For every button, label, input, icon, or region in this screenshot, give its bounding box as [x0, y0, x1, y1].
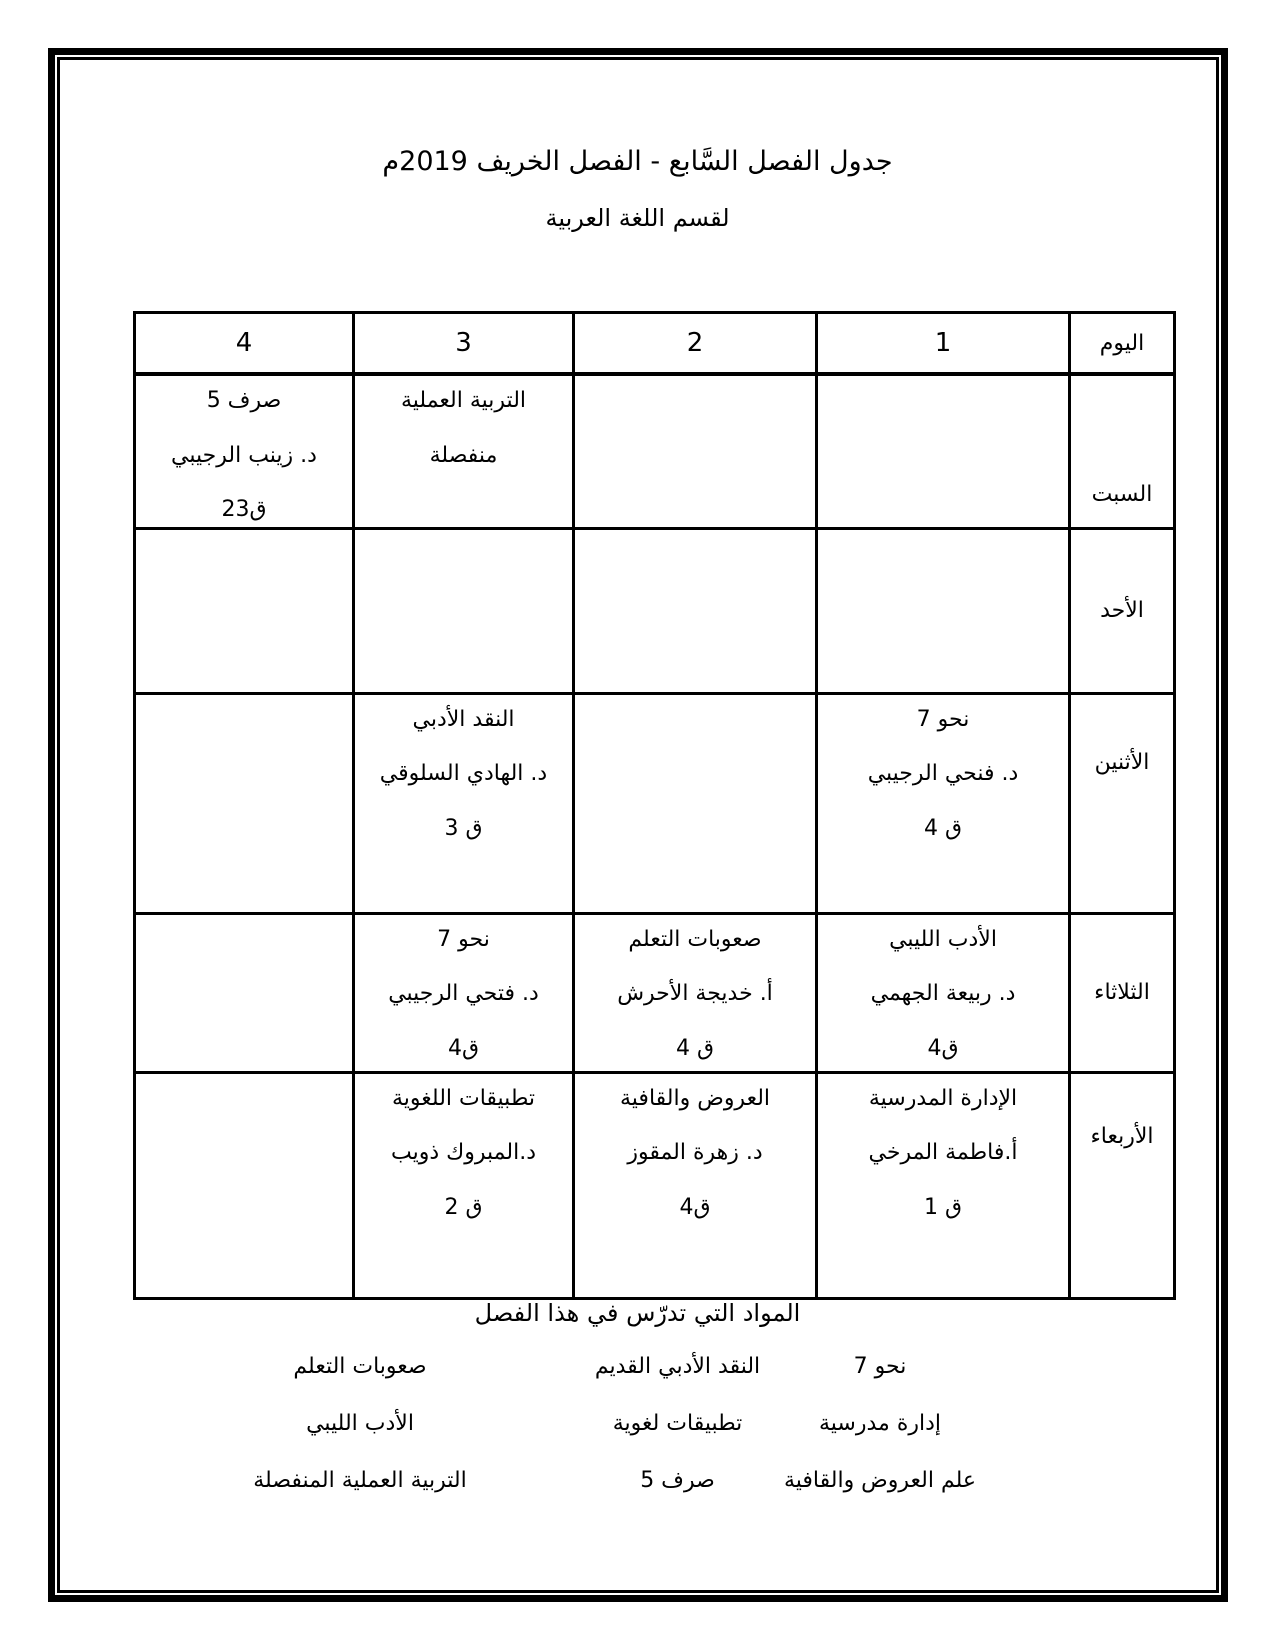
empty-cell — [135, 1072, 354, 1298]
course-name: صعوبات التعلم — [628, 926, 762, 952]
schedule-header-row — [135, 313, 1175, 375]
period-header-3: 3 — [354, 313, 574, 375]
day-label-saturday: السبت — [1070, 374, 1175, 528]
course-item: الأدب الليبي — [306, 1411, 414, 1436]
instructor-name: أ. خديجة الأحرش — [617, 981, 773, 1006]
day-label-wednesday: الأربعاء — [1070, 1072, 1175, 1298]
room-number: ق 4 — [675, 1035, 715, 1061]
course-item: إدارة مدرسية — [819, 1411, 941, 1436]
class-cell-lines — [575, 915, 815, 1063]
course-name-cont: منفصلة — [429, 442, 498, 468]
schedule-table — [133, 311, 1176, 1300]
course-item: صعوبات التعلم — [293, 1354, 427, 1379]
class-cell-tuesday-p2 — [574, 913, 817, 1072]
class-cell-lines — [355, 376, 572, 469]
course-name: النقد الأدبي — [412, 706, 515, 732]
course-item: نحو 7 — [853, 1354, 907, 1379]
empty-cell — [574, 374, 817, 528]
room-number: ق 2 — [444, 1194, 483, 1220]
class-cell-wednesday-p2 — [574, 1072, 817, 1298]
course-name: الأدب الليبي — [889, 926, 997, 952]
course-name: نحو 7 — [437, 926, 490, 952]
empty-cell — [817, 528, 1070, 693]
empty-cell — [817, 374, 1070, 528]
empty-cell — [135, 528, 354, 693]
class-cell-lines — [818, 915, 1068, 1063]
course-item: صرف 5 — [640, 1468, 715, 1493]
class-cell-lines — [355, 1074, 572, 1222]
class-cell-saturday-p4 — [135, 374, 354, 528]
courses-list — [0, 1338, 1275, 1510]
schedule-row-wednesday — [135, 1072, 1175, 1298]
class-cell-lines — [136, 376, 352, 524]
class-cell-saturday-p3 — [354, 374, 574, 528]
class-cell-monday-p3 — [354, 693, 574, 913]
room-number: ق 3 — [444, 815, 483, 841]
room-number: ق23 — [221, 497, 267, 522]
course-name: العروض والقافية — [620, 1085, 771, 1111]
instructor-name: د. الهادي السلوقي — [379, 761, 548, 786]
instructor-name: د. فتحي الرجيبي — [388, 981, 539, 1006]
period-header-1: 1 — [817, 313, 1070, 375]
schedule-row-tuesday — [135, 913, 1175, 1072]
course-name: الإدارة المدرسية — [868, 1085, 1018, 1111]
course-name: نحو 7 — [916, 706, 970, 732]
room-number: ق4 — [447, 1035, 480, 1061]
schedule-row-sunday — [135, 528, 1175, 693]
course-name: صرف 5 — [206, 388, 282, 413]
instructor-name: أ.فاطمة المرخي — [868, 1140, 1018, 1165]
class-cell-wednesday-p1 — [817, 1072, 1070, 1298]
courses-column-middle — [555, 1338, 800, 1509]
course-item: علم العروض والقافية — [783, 1468, 977, 1493]
class-cell-tuesday-p3 — [354, 913, 574, 1072]
department-subtitle: لقسم اللغة العربية — [545, 204, 730, 232]
instructor-name: د. فنحي الرجيبي — [867, 761, 1019, 786]
course-item: تطبيقات لغوية — [612, 1411, 743, 1436]
day-label-monday: الأثنين — [1070, 693, 1175, 913]
class-cell-lines — [355, 695, 572, 843]
day-column-header: اليوم — [1070, 313, 1175, 375]
course-item: التربية العملية المنفصلة — [253, 1468, 467, 1493]
day-label-sunday: الأحد — [1070, 528, 1175, 693]
schedule-row-monday — [135, 693, 1175, 913]
period-header-2: 2 — [574, 313, 817, 375]
instructor-name: د.المبروك ذويب — [391, 1140, 536, 1165]
class-cell-lines — [818, 695, 1068, 843]
empty-cell — [574, 693, 817, 913]
day-label-tuesday: الثلاثاء — [1070, 913, 1175, 1072]
class-cell-lines — [575, 1074, 815, 1222]
class-cell-tuesday-p1 — [817, 913, 1070, 1072]
course-name: تطبيقات اللغوية — [392, 1085, 535, 1111]
room-number: ق 4 — [923, 815, 963, 841]
period-header-4: 4 — [135, 313, 354, 375]
instructor-name: د. زينب الرجيبي — [171, 442, 317, 468]
instructor-name: د. زهرة المقوز — [627, 1140, 763, 1165]
instructor-name: د. ربيعة الجهمي — [870, 981, 1016, 1006]
document-title: جدول الفصل السَّابع - الفصل الخريف 2019م — [382, 146, 893, 177]
empty-cell — [135, 693, 354, 913]
class-cell-lines — [818, 1074, 1068, 1222]
room-number: ق 1 — [923, 1194, 963, 1220]
course-name: التربية العملية — [401, 388, 527, 413]
empty-cell — [354, 528, 574, 693]
room-number: ق4 — [927, 1035, 959, 1061]
courses-section-heading: المواد التي تدرّس في هذا الفصل — [474, 1299, 801, 1327]
class-cell-lines — [355, 915, 572, 1063]
room-number: ق4 — [679, 1194, 711, 1220]
empty-cell — [135, 913, 354, 1072]
schedule-row-saturday — [135, 374, 1175, 528]
class-cell-wednesday-p3 — [354, 1072, 574, 1298]
courses-column-left — [225, 1338, 495, 1509]
class-cell-monday-p1 — [817, 693, 1070, 913]
course-item: النقد الأدبي القديم — [594, 1354, 761, 1379]
empty-cell — [574, 528, 817, 693]
